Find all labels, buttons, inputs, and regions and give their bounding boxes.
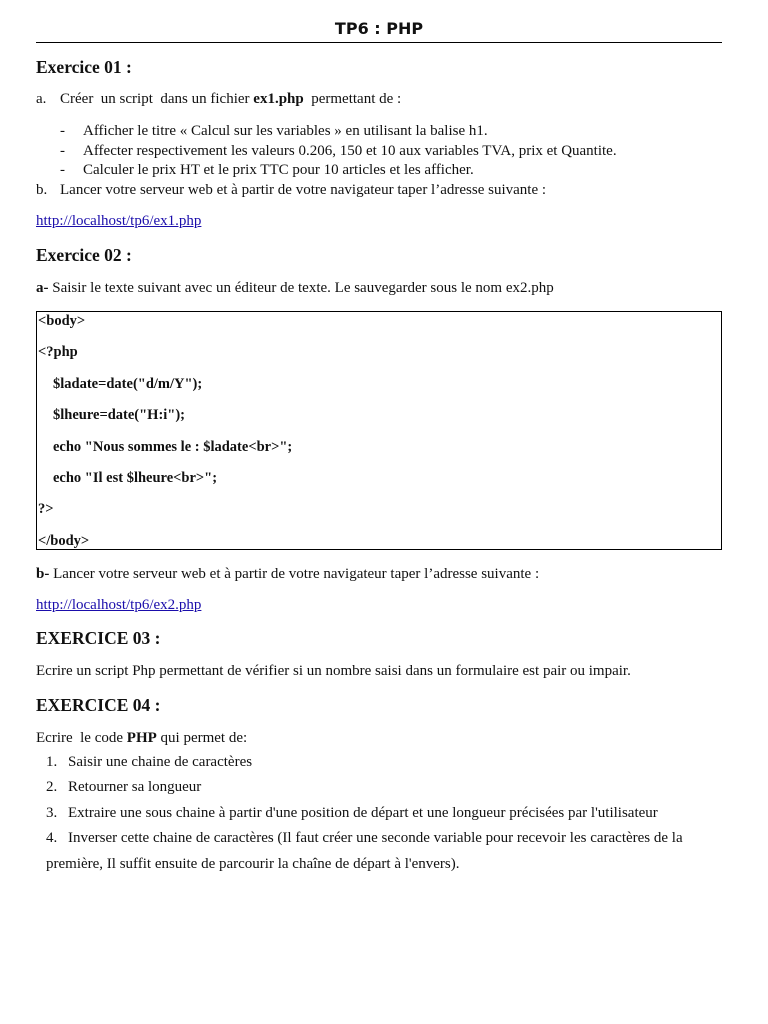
bullet-dash: - bbox=[60, 123, 65, 139]
exercise-3-text: Ecrire un script Php permettant de vérifier si un nombre saisi dans un formulaire est pair ou impair. bbox=[36, 663, 631, 679]
bullet-text: Calculer le prix HT et le prix TTC pour 10 articles et les afficher. bbox=[83, 162, 474, 178]
item-a-label: a. bbox=[36, 91, 47, 107]
exercise-4-intro bbox=[36, 730, 247, 747]
numbered-item-continuation: première, Il suffit ensuite de parcourir la chaîne de départ à l'envers). bbox=[46, 856, 460, 872]
code-line: <body> bbox=[38, 313, 86, 329]
item-a-text-pre: Créer un script dans un fichier bbox=[60, 91, 254, 107]
bullet-text: Afficher le titre « Calcul sur les variables » en utilisant la balise h1. bbox=[83, 123, 488, 139]
exercise-4-heading: EXERCICE 04 : bbox=[36, 695, 161, 715]
exercise-2-item-a bbox=[36, 280, 554, 297]
code-line: echo "Nous sommes le : $ladate<br>"; bbox=[53, 439, 293, 455]
intro-text-post: qui permet de: bbox=[156, 730, 248, 746]
numbered-item bbox=[36, 830, 724, 850]
exercise-2-item-b bbox=[36, 566, 539, 583]
code-block bbox=[36, 311, 722, 550]
item-a-label: a- bbox=[36, 280, 49, 296]
exercise-1-heading: Exercice 01 : bbox=[36, 57, 132, 77]
item-b-label: b. bbox=[36, 182, 48, 198]
numbered-item bbox=[36, 779, 724, 799]
intro-text-pre: Ecrire le code bbox=[36, 730, 127, 746]
item-text: Inverser cette chaine de caractères (Il faut créer une seconde variable pour recevoir les caractères de la bbox=[68, 830, 683, 846]
numbered-item bbox=[36, 754, 724, 774]
bullet-item bbox=[36, 143, 724, 163]
bullet-item bbox=[36, 162, 724, 182]
item-number: 2. bbox=[46, 779, 58, 795]
bullet-item bbox=[36, 123, 724, 143]
item-text: Extraire une sous chaine à partir d'une position de départ et une longueur précisées par l'utilisateur bbox=[68, 805, 658, 821]
ex1-url-link[interactable]: http://localhost/tp6/ex1.php bbox=[36, 213, 202, 229]
item-number: 4. bbox=[46, 830, 58, 846]
bullet-dash: - bbox=[60, 143, 65, 159]
item-a-filename: ex1.php bbox=[253, 91, 304, 107]
document-title: TP6 : PHP bbox=[334, 19, 424, 38]
code-line: </body> bbox=[38, 533, 90, 549]
code-line: <?php bbox=[38, 344, 78, 360]
exercise-1-item-b bbox=[36, 182, 546, 199]
code-line: $lheure=date("H:i"); bbox=[53, 407, 186, 423]
item-text: Saisir une chaine de caractères bbox=[68, 754, 253, 770]
bullet-dash: - bbox=[60, 162, 65, 178]
item-a-text: Saisir le texte suivant avec un éditeur de texte. Le sauvegarder sous le nom ex2.php bbox=[48, 280, 554, 296]
exercise-1-item-a bbox=[36, 91, 401, 108]
bullet-text: Affecter respectivement les valeurs 0.206, 150 et 10 aux variables TVA, prix et Quantite. bbox=[83, 143, 617, 159]
item-number: 1. bbox=[46, 754, 58, 770]
numbered-item bbox=[36, 805, 724, 825]
code-line: echo "Il est $lheure<br>"; bbox=[53, 470, 218, 486]
item-b-label: b- bbox=[36, 566, 50, 582]
ex2-url-link[interactable]: http://localhost/tp6/ex2.php bbox=[36, 597, 202, 613]
title-underline bbox=[36, 42, 722, 43]
code-line: $ladate=date("d/m/Y"); bbox=[53, 376, 203, 392]
item-b-text: Lancer votre serveur web et à partir de votre navigateur taper l’adresse suivante : bbox=[49, 566, 540, 582]
item-b-text: Lancer votre serveur web et à partir de votre navigateur taper l’adresse suivante : bbox=[60, 182, 547, 198]
exercise-2-heading: Exercice 02 : bbox=[36, 245, 132, 265]
exercise-3-heading: EXERCICE 03 : bbox=[36, 628, 161, 648]
code-line: ?> bbox=[38, 501, 54, 517]
item-text: Retourner sa longueur bbox=[68, 779, 202, 795]
item-number: 3. bbox=[46, 805, 58, 821]
intro-php: PHP bbox=[126, 730, 157, 746]
item-a-text-post: permettant de : bbox=[303, 91, 402, 107]
